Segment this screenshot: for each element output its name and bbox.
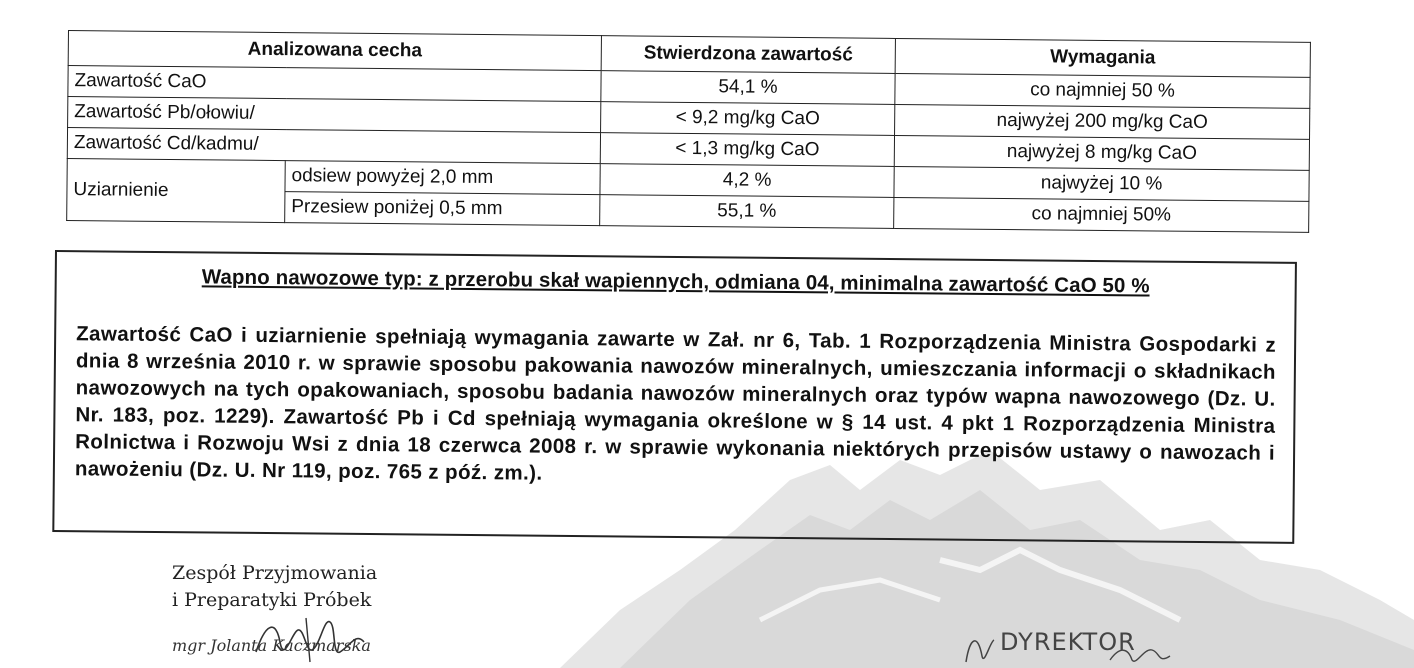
conclusion-title: Wapno nawozowe typ: z przerobu skał wapiennych, odmiana 04, minimalna zawartość CaO 50 % [201,265,1150,298]
analysis-table [66,30,1311,233]
requirement-cell: najwyżej 10 % [894,166,1309,201]
value-cell: < 9,2 mg/kg CaO [601,102,895,136]
header-found-content: Stwierdzona zawartość [601,36,895,74]
subfeature-cell: odsiew powyżej 2,0 mm [285,161,600,195]
value-cell: < 1,3 mg/kg CaO [600,133,894,167]
director-signature-scribble [960,626,1180,668]
requirement-cell: najwyżej 200 mg/kg CaO [895,104,1310,139]
header-feature: Analizowana cecha [68,31,601,71]
feature-cell: Zawartość Pb/ołowiu/ [68,97,601,133]
sampling-team-block [172,560,377,614]
feature-cell: Zawartość CaO [68,66,601,102]
conclusion-body: Zawartość CaO i uziarnienie spełniają wymagania zawarte w Zał. nr 6, Tab. 1 Rozporządzenia Ministra Gospodarki z dnia 8 września 2010 r. w sprawie sposobu pakowania nawozów mineralnych, umieszczania informacji o składnikach nawozowych na tych opakowaniach, sposobu badania nawozów mineralnych oraz typów wapna nawozowego (Dz. U. Nr. 183, poz. 1229). Zawartość Pb i Cd spełniają wymagania określone w § 14 ust. 4 pkt 1 Rozporządzenia Ministra Rolnictwa i Rozwoju Wsi z dnia 18 czerwca 2008 r. w sprawie wykonania niektórych przepisów ustawy o nawozach i nawożeniu (Dz. U. Nr 119, poz. 765 z póź. zm.). [74,322,1277,485]
signatory-name: mgr Jolanta Kaczmarska [172,636,371,655]
team-line-2: i Preparatyki Próbek [172,589,372,611]
director-title: DYREKTOR [1000,628,1136,656]
signature-scribble [246,612,416,668]
subfeature-cell: Przesiew poniżej 0,5 mm [285,192,600,226]
value-cell: 55,1 % [600,195,894,229]
value-cell: 54,1 % [601,71,895,105]
requirement-cell: co najmniej 50 % [895,73,1310,108]
graining-label-cell: Uziarnienie [67,158,286,222]
team-line-1: Zespół Przyjmowania [172,562,378,584]
value-cell: 4,2 % [600,164,894,198]
requirement-cell: najwyżej 8 mg/kg CaO [894,135,1309,170]
conclusion-box [52,250,1297,544]
requirement-cell: co najmniej 50% [894,197,1309,232]
feature-cell: Zawartość Cd/kadmu/ [67,128,600,164]
header-requirements: Wymagania [895,38,1310,77]
